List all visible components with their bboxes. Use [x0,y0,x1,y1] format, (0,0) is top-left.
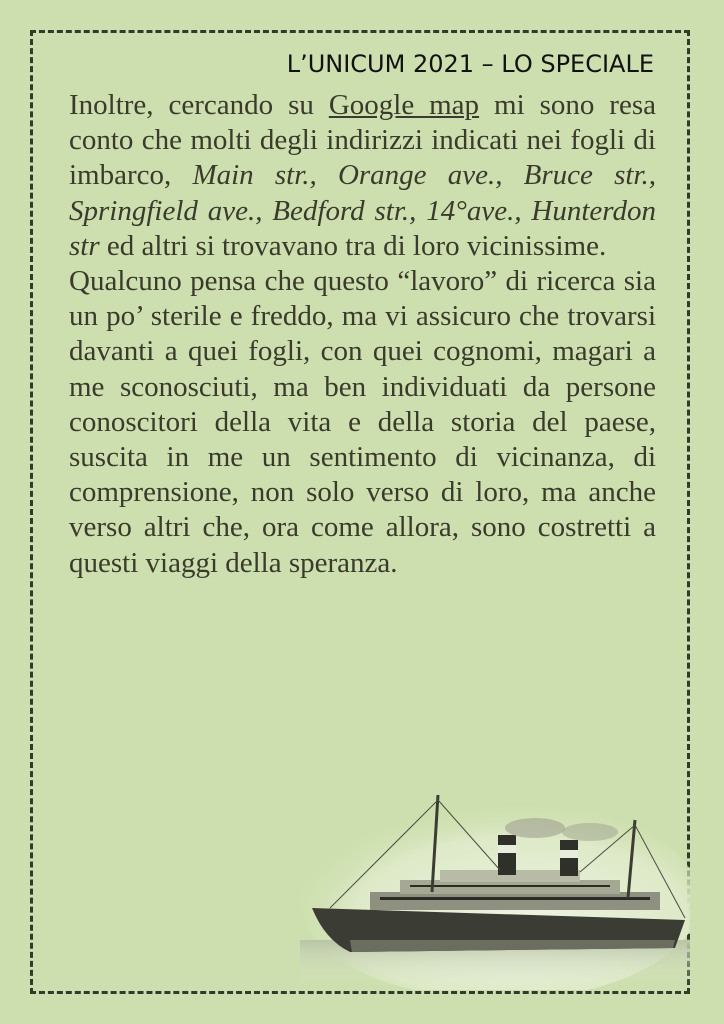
page-header: L’UNICUM 2021 – LO SPECIALE [286,50,654,78]
google-map-link[interactable]: Google map [328,89,480,121]
paragraph-1-text: mi sono resa conto che molti degli indirizzi indicati nei fogli di imbarco, [69,89,656,192]
paragraph-1-lead: Inoltre, cercando su [69,89,329,121]
paragraph-2: Qualcuno pensa che questo “lavoro” di ricerca sia un po’ sterile e freddo, ma vi assicuro che trovarsi davanti a quei fogli, con quei cognomi, magari a me sconosciuti, ma ben individuati da persone conoscitori della vita e della storia del paese, suscita in me un sentimento di vicinanza, di comprensione, non solo verso di loro, ma anche verso altri che, ora come allora, sono costretti a questi viaggi della speranza. [69,265,656,579]
ship-icon [290,780,690,990]
paragraph-1 [69,88,656,264]
article-body [69,88,656,581]
paragraph-1-tail: ed altri si trovavano tra di loro vicinissime. [99,229,607,262]
address-list: Main str., Orange ave., Bruce str., Springfield ave., Bedford str., 14°ave., Hunterdon str [69,159,656,262]
